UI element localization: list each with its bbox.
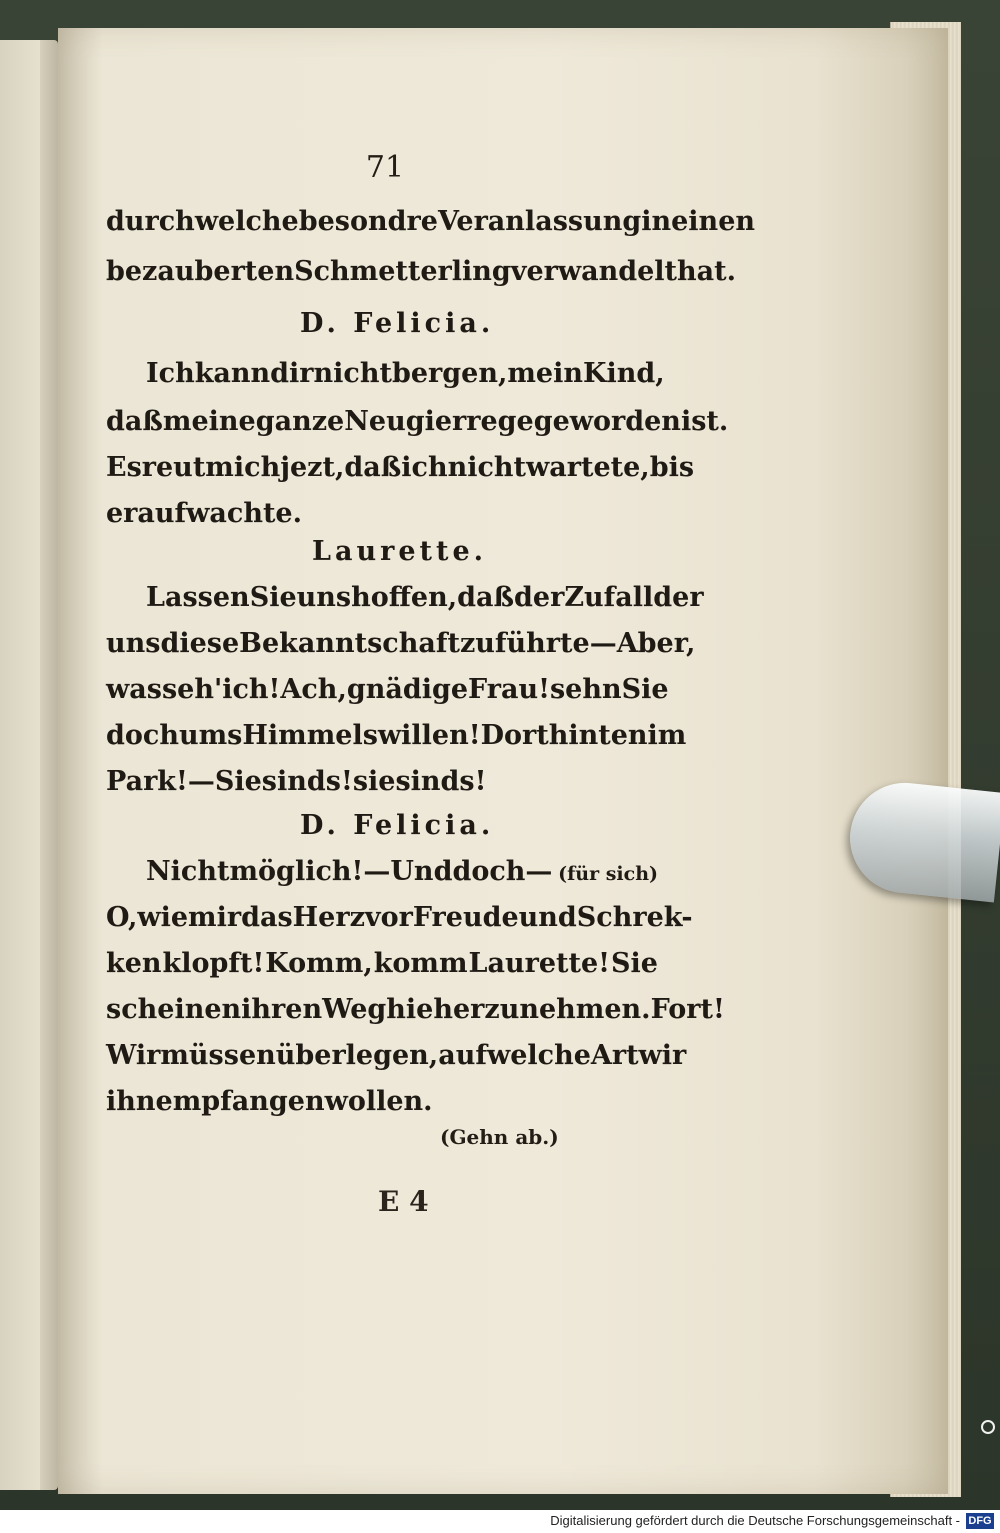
word: in [641,206,672,237]
word: bezauberten [106,256,295,287]
text-line-17 [106,1086,433,1117]
word: seh' [161,674,223,705]
signature-mark: E 4 [378,1185,429,1218]
word: Es [106,452,142,483]
word: Bekanntschaft [239,628,460,659]
word: ganze [255,406,345,437]
word: sie [352,766,396,797]
word: Sie [621,674,669,705]
word: hoffen, [351,582,458,613]
word: wollen. [324,1086,433,1117]
word: zuführte [459,628,590,659]
word: jezt, [280,452,345,483]
word: Frau! [468,674,550,705]
word: hieher [386,994,485,1025]
word: Ich [146,358,195,389]
word: Aber, [616,628,696,659]
word: im [647,720,687,751]
word: einen [671,206,755,237]
text-line-5 [106,452,695,483]
word: meine [162,406,256,437]
footer-bar [0,1510,1000,1533]
word: Sie [214,766,262,797]
word: — [187,766,215,797]
left-page-inner [0,40,40,1490]
text-line-15 [106,994,725,1025]
stage-direction-exit: (Gehn ab.) [440,1125,559,1149]
word: ich [401,452,448,483]
word: Park! [106,766,188,797]
word: dir [270,358,314,389]
word: Veranlassung [437,206,642,237]
word: reut [141,452,206,483]
word: Und [390,856,453,887]
word: wie [137,902,189,933]
word: Fort! [650,994,725,1025]
speaker-felicia-2: D. Felicia. [300,810,495,841]
word: der [653,582,704,613]
word: uns [106,628,161,659]
word: auf [438,1040,487,1071]
word: ist. [680,406,729,437]
word: nicht [447,452,527,483]
word: Kind, [583,358,665,389]
word: sinds! [261,766,353,797]
text-line-16 [106,1040,687,1071]
text-line-3 [146,358,665,389]
word: doch [106,720,179,751]
word: was [106,674,162,705]
word: nicht [313,358,392,389]
word: möglich! [229,856,364,887]
speaker-laurette: Laurette. [312,536,488,567]
text-line-7 [146,582,704,613]
word: Weg [322,994,387,1025]
word: Zufall [564,582,654,613]
word: und [518,902,577,933]
word: komm [373,948,468,979]
word: scheinen [106,994,242,1025]
word: durch [106,206,195,237]
word: sehn [549,674,622,705]
word: Sie [249,582,297,613]
word: bis [649,452,695,483]
word: mich [205,452,281,483]
word: Komm, [265,948,373,979]
word: Laurette! [468,948,611,979]
word: verwandelt [510,256,678,287]
word: gnädige [346,674,469,705]
word: kann [194,358,271,389]
word: vor [364,902,413,933]
aside-for-self: (für sich) [558,863,658,885]
word: überlegen, [275,1040,439,1071]
text-line-13 [106,902,693,933]
word: geworden [533,406,681,437]
word: — [589,628,617,659]
text-line-12-words [146,856,553,887]
word: ken [106,948,162,979]
word: wir [638,1040,687,1071]
word: ihren [241,994,323,1025]
word: zu [484,994,520,1025]
word: rege [466,406,534,437]
word: klopft! [162,948,265,979]
word: Wir [106,1040,161,1071]
word: Schmetterling [294,256,511,287]
word: uns [296,582,352,613]
dfg-logo: DFG [966,1513,994,1529]
word: wartete, [526,452,650,483]
word: empfangen [155,1086,325,1117]
word: ums [178,720,243,751]
text-line-9 [106,674,669,705]
word: nehmen. [519,994,651,1025]
speaker-felicia-1: D. Felicia. [300,308,495,339]
word: welche [486,1040,591,1071]
text-line-4 [106,406,729,437]
page-number: 71 [365,150,405,185]
word: ich! [222,674,281,705]
word: er [106,498,138,529]
word: hat. [677,256,737,287]
word: Schrek- [576,902,693,933]
word: Nicht [146,856,230,887]
word: diese [160,628,240,659]
text-line-8 [106,628,696,659]
word: daß [457,582,515,613]
text-line-14 [106,950,658,977]
word: Himmelswillen! [242,720,481,751]
word: welche [194,206,299,237]
word: Herz [292,902,365,933]
word: mein [507,358,583,389]
word: Freude [412,902,519,933]
word: Neugier [344,406,467,437]
word: Art [590,1040,639,1071]
word: sinds! [395,766,487,797]
text-line-12 [146,858,658,885]
footer-credit: Digitalisierung gefördert durch die Deutsche Forschungsgemeinschaft - [550,1513,960,1528]
book-page [58,28,948,1494]
corner-mark [981,1420,995,1434]
word: — [525,856,553,887]
word: das [241,902,293,933]
word: mir [188,902,242,933]
word: Sie [611,948,658,979]
text-line-6 [106,498,303,529]
text-line-11 [106,768,486,795]
text-line-2 [106,256,737,287]
word: bergen, [391,358,508,389]
text-line-10 [106,720,687,751]
word: Dort [480,720,549,751]
word: daß [106,406,163,437]
word: doch [452,856,526,887]
word: Lassen [146,582,250,613]
word: besondre [298,206,438,237]
word: müssen [160,1040,276,1071]
word: ihn [106,1086,156,1117]
word: daß [344,452,402,483]
word: hinten [548,720,648,751]
text-line-1 [106,206,755,237]
word: O, [106,902,138,933]
word: aufwachte. [137,498,303,529]
word: — [363,856,391,887]
word: Ach, [280,674,347,705]
word: der [514,582,565,613]
